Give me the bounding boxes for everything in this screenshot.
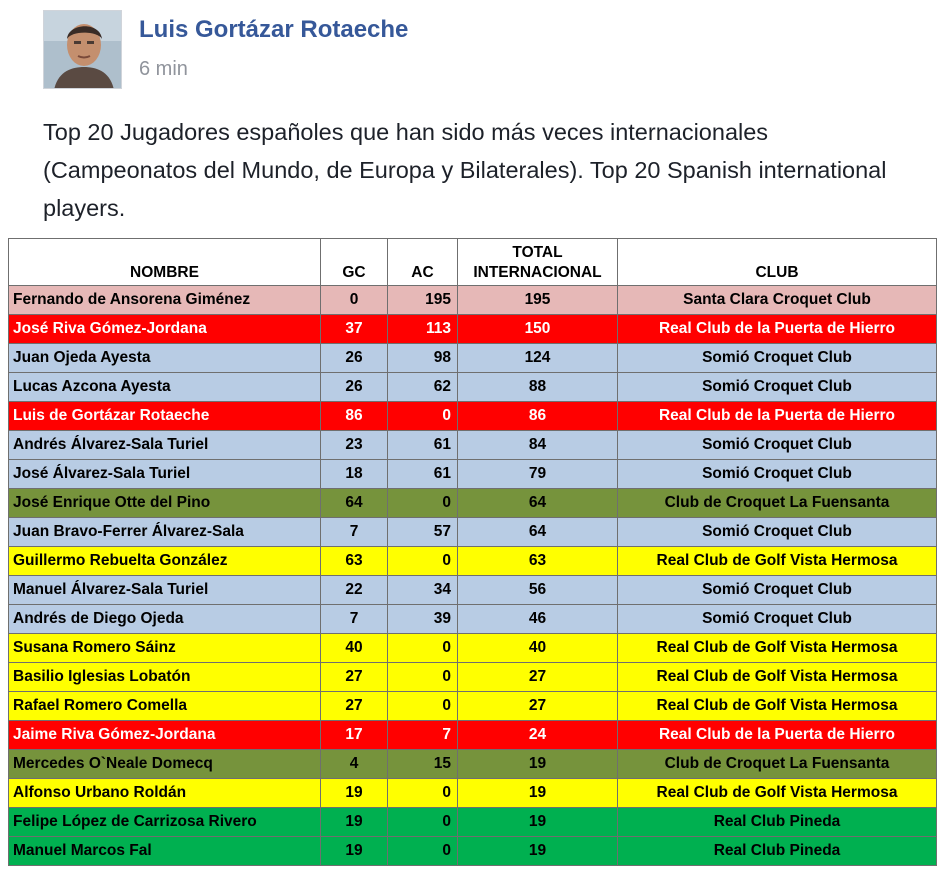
cell-gc: 26 [321,344,388,373]
cell-total: 64 [458,489,618,518]
cell-total: 64 [458,518,618,547]
cell-club: Somió Croquet Club [618,518,937,547]
cell-nombre: José Enrique Otte del Pino [9,489,321,518]
cell-gc: 7 [321,605,388,634]
cell-club: Real Club de Golf Vista Hermosa [618,663,937,692]
cell-nombre: Juan Bravo-Ferrer Álvarez-Sala [9,518,321,547]
table-row [9,779,937,808]
cell-total: 79 [458,460,618,489]
table-header-row [9,239,937,286]
cell-gc: 0 [321,286,388,315]
cell-ac: 39 [388,605,458,634]
cell-gc: 18 [321,460,388,489]
cell-gc: 26 [321,373,388,402]
cell-gc: 19 [321,808,388,837]
table-row [9,460,937,489]
header-total-line2: INTERNACIONAL [473,264,602,281]
cell-nombre: Jaime Riva Gómez-Jordana [9,721,321,750]
cell-club: Real Club de la Puerta de Hierro [618,721,937,750]
cell-club: Club de Croquet La Fuensanta [618,489,937,518]
post-text: Top 20 Jugadores españoles que han sido más veces internacionales (Campeonatos del Mundo, de Europa y Bilaterales). Top 20 Spanish international players. [43,119,887,221]
table-row [9,518,937,547]
cell-nombre: Susana Romero Sáinz [9,634,321,663]
cell-club: Real Club de Golf Vista Hermosa [618,634,937,663]
cell-club: Somió Croquet Club [618,373,937,402]
cell-total: 84 [458,431,618,460]
cell-nombre: Basilio Iglesias Lobatón [9,663,321,692]
cell-total: 195 [458,286,618,315]
cell-nombre: Rafael Romero Comella [9,692,321,721]
author-name[interactable]: Luis Gortázar Rotaeche [139,16,409,43]
cell-gc: 86 [321,402,388,431]
cell-gc: 4 [321,750,388,779]
cell-nombre: Mercedes O`Neale Domecq [9,750,321,779]
post-header [43,10,923,90]
cell-ac: 0 [388,779,458,808]
cell-ac: 98 [388,344,458,373]
cell-ac: 0 [388,663,458,692]
cell-gc: 19 [321,779,388,808]
table-row [9,721,937,750]
cell-gc: 63 [321,547,388,576]
cell-gc: 17 [321,721,388,750]
table-row [9,286,937,315]
cell-ac: 0 [388,634,458,663]
table-row [9,750,937,779]
table-row [9,663,937,692]
cell-gc: 37 [321,315,388,344]
cell-club: Real Club de Golf Vista Hermosa [618,779,937,808]
cell-club: Santa Clara Croquet Club [618,286,937,315]
cell-nombre: Andrés Álvarez-Sala Turiel [9,431,321,460]
cell-ac: 62 [388,373,458,402]
avatar-portrait-icon [44,11,122,89]
header-nombre: NOMBRE [9,239,321,286]
cell-gc: 64 [321,489,388,518]
cell-club: Real Club de Golf Vista Hermosa [618,692,937,721]
cell-club: Somió Croquet Club [618,576,937,605]
table-row [9,692,937,721]
table-row [9,576,937,605]
table-row [9,344,937,373]
cell-ac: 195 [388,286,458,315]
header-club: CLUB [618,239,937,286]
cell-total: 27 [458,663,618,692]
cell-nombre: Juan Ojeda Ayesta [9,344,321,373]
cell-total: 40 [458,634,618,663]
avatar[interactable] [43,10,122,89]
table-row [9,837,937,866]
cell-ac: 0 [388,547,458,576]
cell-club: Real Club de la Puerta de Hierro [618,315,937,344]
cell-total: 150 [458,315,618,344]
cell-nombre: Manuel Álvarez-Sala Turiel [9,576,321,605]
post-timestamp[interactable]: 6 min [139,58,188,80]
cell-ac: 61 [388,431,458,460]
cell-gc: 40 [321,634,388,663]
cell-club: Somió Croquet Club [618,460,937,489]
header-gc: GC [321,239,388,286]
cell-nombre: Andrés de Diego Ojeda [9,605,321,634]
cell-total: 19 [458,808,618,837]
header-ac: AC [388,239,458,286]
cell-ac: 15 [388,750,458,779]
cell-ac: 0 [388,692,458,721]
cell-total: 63 [458,547,618,576]
cell-total: 19 [458,779,618,808]
cell-ac: 0 [388,837,458,866]
table-row [9,373,937,402]
cell-club: Club de Croquet La Fuensanta [618,750,937,779]
ranking-table [8,238,937,866]
cell-ac: 57 [388,518,458,547]
cell-total: 86 [458,402,618,431]
cell-nombre: José Álvarez-Sala Turiel [9,460,321,489]
cell-ac: 34 [388,576,458,605]
cell-club: Somió Croquet Club [618,344,937,373]
table-row [9,547,937,576]
table-row [9,489,937,518]
cell-club: Somió Croquet Club [618,605,937,634]
cell-gc: 19 [321,837,388,866]
cell-nombre: José Riva Gómez-Jordana [9,315,321,344]
cell-gc: 27 [321,663,388,692]
cell-ac: 61 [388,460,458,489]
cell-gc: 22 [321,576,388,605]
table-row [9,431,937,460]
table-row [9,605,937,634]
cell-gc: 7 [321,518,388,547]
cell-total: 88 [458,373,618,402]
cell-total: 19 [458,750,618,779]
cell-total: 46 [458,605,618,634]
header-total-line1: TOTAL [512,244,563,261]
cell-total: 19 [458,837,618,866]
cell-nombre: Manuel Marcos Fal [9,837,321,866]
table-body [9,286,937,866]
cell-gc: 23 [321,431,388,460]
table-row [9,808,937,837]
cell-club: Real Club Pineda [618,837,937,866]
cell-ac: 7 [388,721,458,750]
cell-total: 27 [458,692,618,721]
cell-ac: 0 [388,808,458,837]
cell-total: 24 [458,721,618,750]
cell-ac: 0 [388,489,458,518]
cell-nombre: Felipe López de Carrizosa Rivero [9,808,321,837]
cell-total: 56 [458,576,618,605]
cell-nombre: Lucas Azcona Ayesta [9,373,321,402]
header-total [458,239,618,286]
ranking-table-image[interactable] [8,238,936,866]
table-row [9,402,937,431]
cell-nombre: Luis de Gortázar Rotaeche [9,402,321,431]
cell-nombre: Alfonso Urbano Roldán [9,779,321,808]
cell-club: Real Club de la Puerta de Hierro [618,402,937,431]
table-row [9,315,937,344]
cell-club: Somió Croquet Club [618,431,937,460]
cell-club: Real Club Pineda [618,808,937,837]
cell-nombre: Fernando de Ansorena Giménez [9,286,321,315]
table-row [9,634,937,663]
cell-club: Real Club de Golf Vista Hermosa [618,547,937,576]
cell-ac: 113 [388,315,458,344]
cell-gc: 27 [321,692,388,721]
cell-nombre: Guillermo Rebuelta González [9,547,321,576]
cell-total: 124 [458,344,618,373]
cell-ac: 0 [388,402,458,431]
